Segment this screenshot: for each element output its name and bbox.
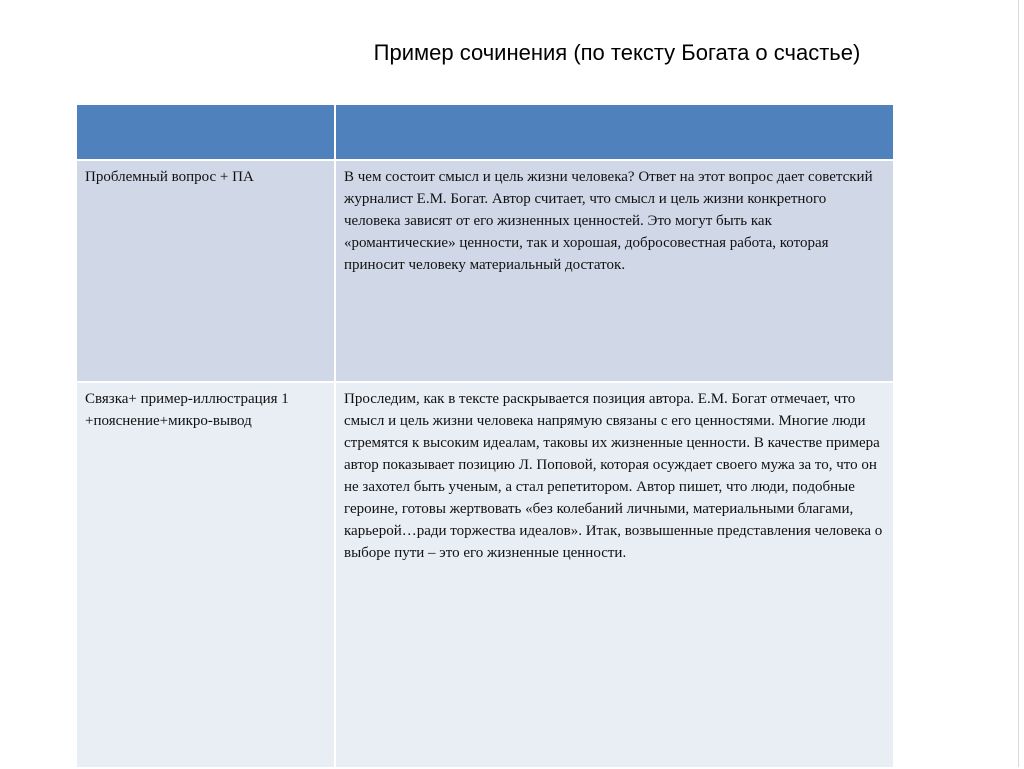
row-label-cell [76,382,335,768]
row-content-cell [335,382,894,768]
table-row [76,382,894,768]
slide-right-border [1018,0,1019,767]
row-label: Проблемный вопрос + ПА [85,169,254,185]
row-content: Проследим, как в тексте раскрывается позиция автора. Е.М. Богат отмечает, что смысл и цель жизни человека напрямую связаны с его ценностями. Многие люди стремятся к высоким идеалам, таковы их жизненные ценности. В качестве примера автор показывает позицию Л. Поповой, которая осуждает своего мужа за то, что он не захотел быть ученым, а стал репетитором. Автор пишет, что люди, подобные героине, готовы жертвовать «без колебаний личными, материальными благами, карьерой…ради торжества идеалов». Итак, возвышенные представления человека о выборе пути – это его жизненные ценности. [344,391,883,561]
essay-structure-table [75,103,895,769]
row-content: В чем состоит смысл и цель жизни человека? Ответ на этот вопрос дает советский журналист Е.М. Богат. Автор считает, что смысл и цель жизни конкретного человека зависят от его жизненных ценностей. Это могут быть как «романтические» ценности, так и хорошая, добросовестная работа, которая приносит человеку материальный достаток. [344,169,873,273]
table-header-row [76,104,894,160]
row-content-cell [335,160,894,382]
slide-title: Пример сочинения (по тексту Богата о счастье) [373,40,861,65]
row-label: Связка+ пример-иллюстрация 1 +пояснение+микро-вывод [85,391,289,429]
row-label-cell [76,160,335,382]
header-cell-left [76,104,335,160]
header-cell-right [335,104,894,160]
table-row [76,160,894,382]
